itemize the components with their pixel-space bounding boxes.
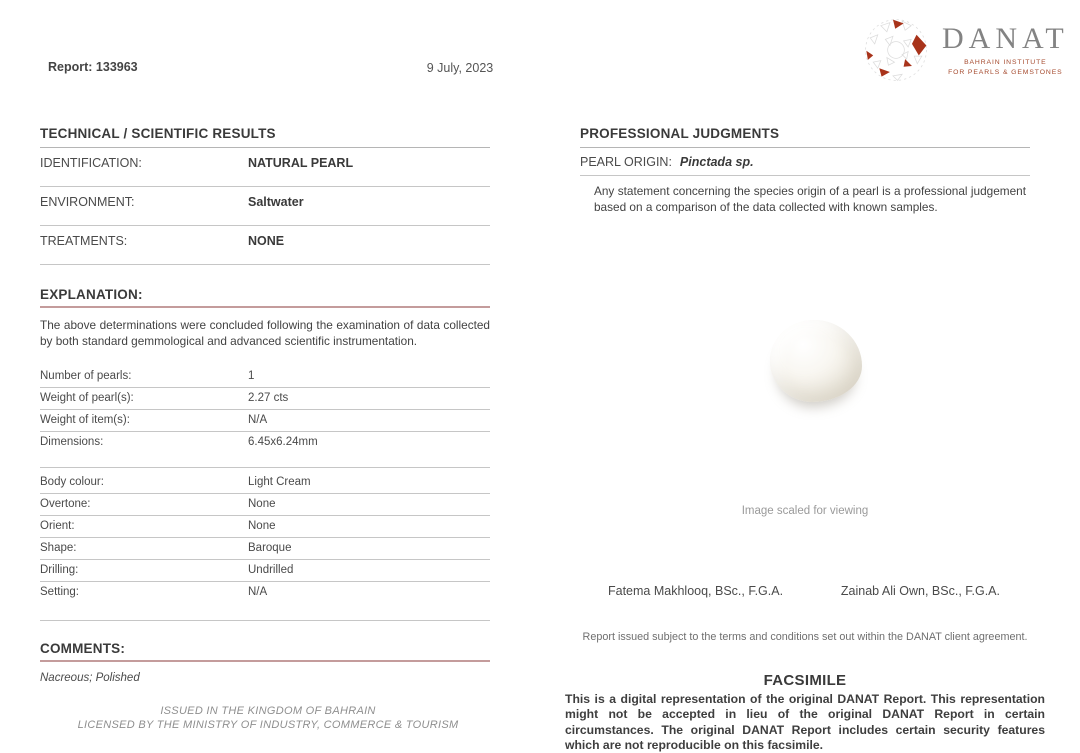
environment-label: ENVIRONMENT: bbox=[40, 195, 135, 209]
judgments-section bbox=[580, 126, 1030, 216]
body-colour-label: Body colour: bbox=[40, 475, 104, 488]
pearl-origin-note: Any statement concerning the species origin of a pearl is a professional judgement based on a comparison of the data collected with known samples. bbox=[594, 184, 1026, 214]
detail-row-overtone bbox=[40, 494, 490, 516]
technical-section bbox=[40, 126, 490, 684]
dimensions-value: 6.45x6.24mm bbox=[248, 435, 318, 448]
footer-line1: ISSUED IN THE KINGDOM OF BAHRAIN bbox=[160, 705, 376, 717]
signature-1: Fatema Makhlooq, BSc., F.G.A. bbox=[608, 584, 784, 598]
details-group-2 bbox=[40, 467, 490, 603]
drilling-value: Undrilled bbox=[248, 563, 294, 576]
weight-of-pearls-value: 2.27 cts bbox=[248, 391, 289, 404]
facsimile-text: This is a digital representation of the original DANAT Report. This representation might not be accepted in lieu of the original DANAT Report in certain circumstances. The original DANAT Report includes certain security features which are not reproducible on this facsimile. bbox=[565, 692, 1045, 752]
result-row-treatments bbox=[40, 226, 490, 265]
report-number: Report: 133963 bbox=[48, 60, 138, 74]
details-group-1 bbox=[40, 366, 490, 453]
danat-tagline-line2: FOR PEARLS & GEMSTONES bbox=[948, 69, 1063, 77]
detail-row-weight-of-items bbox=[40, 410, 490, 432]
explanation-text: The above determinations were concluded following the examination of data collected by both standard gemmological and advanced scientific instrumentation. bbox=[40, 318, 490, 348]
dimensions-label: Dimensions: bbox=[40, 435, 104, 448]
image-caption: Image scaled for viewing bbox=[741, 505, 869, 517]
section-divider bbox=[40, 620, 490, 621]
technical-title: TECHNICAL / SCIENTIFIC RESULTS bbox=[40, 126, 490, 148]
danat-tagline-line1: BAHRAIN INSTITUTE bbox=[964, 59, 1047, 66]
environment-value: Saltwater bbox=[248, 195, 304, 209]
pearl-origin-label: PEARL ORIGIN: bbox=[580, 155, 672, 169]
identification-value: NATURAL PEARL bbox=[248, 156, 354, 170]
detail-row-drilling bbox=[40, 560, 490, 582]
facsimile-title: FACSIMILE bbox=[763, 672, 847, 689]
page-footer bbox=[40, 705, 496, 733]
detail-row-shape bbox=[40, 538, 490, 560]
setting-label: Setting: bbox=[40, 585, 79, 598]
identification-label: IDENTIFICATION: bbox=[40, 156, 142, 170]
report-date: 9 July, 2023 bbox=[426, 61, 494, 75]
number-of-pearls-value: 1 bbox=[248, 369, 255, 382]
weight-of-items-value: N/A bbox=[248, 413, 268, 426]
detail-row-dimensions bbox=[40, 432, 490, 453]
danat-logo-emblem bbox=[858, 12, 934, 88]
weight-of-pearls-label: Weight of pearl(s): bbox=[40, 391, 134, 404]
detail-row-number-of-pearls bbox=[40, 366, 490, 388]
comments-title: COMMENTS: bbox=[40, 641, 490, 662]
danat-tagline bbox=[942, 58, 1069, 78]
pearl-photo bbox=[770, 320, 862, 402]
comments-section bbox=[40, 641, 490, 684]
orient-label: Orient: bbox=[40, 519, 75, 532]
explanation-section bbox=[40, 287, 490, 350]
danat-logo bbox=[858, 12, 1069, 88]
result-row-identification bbox=[40, 148, 490, 187]
overtone-label: Overtone: bbox=[40, 497, 91, 510]
treatments-value: NONE bbox=[248, 234, 285, 248]
pearl-origin-value: Pinctada sp. bbox=[679, 155, 754, 169]
number-of-pearls-label: Number of pearls: bbox=[40, 369, 132, 382]
detail-row-weight-of-pearls bbox=[40, 388, 490, 410]
danat-wordmark: DANAT bbox=[942, 22, 1069, 55]
signature-row bbox=[580, 584, 1030, 598]
explanation-title: EXPLANATION: bbox=[40, 287, 490, 308]
pearl-origin-row bbox=[580, 148, 1030, 176]
orient-value: None bbox=[248, 519, 276, 532]
danat-logo-text bbox=[942, 24, 1069, 78]
body-colour-value: Light Cream bbox=[248, 475, 311, 488]
drilling-label: Drilling: bbox=[40, 563, 79, 576]
shape-label: Shape: bbox=[40, 541, 77, 554]
overtone-value: None bbox=[248, 497, 276, 510]
setting-value: N/A bbox=[248, 585, 268, 598]
detail-row-body-colour bbox=[40, 472, 490, 494]
comments-text: Nacreous; Polished bbox=[40, 671, 140, 684]
weight-of-items-label: Weight of item(s): bbox=[40, 413, 130, 426]
footer-line2: LICENSED BY THE MINISTRY OF INDUSTRY, COMMERCE & TOURISM bbox=[77, 718, 459, 731]
signature-2: Zainab Ali Own, BSc., F.G.A. bbox=[840, 584, 1000, 598]
facsimile-section bbox=[565, 672, 1045, 753]
judgments-title: PROFESSIONAL JUDGMENTS bbox=[580, 126, 1030, 148]
detail-row-orient bbox=[40, 516, 490, 538]
detail-row-setting bbox=[40, 582, 490, 603]
shape-value: Baroque bbox=[248, 541, 292, 554]
treatments-label: TREATMENTS: bbox=[40, 234, 128, 248]
result-row-environment bbox=[40, 187, 490, 226]
terms-line: Report issued subject to the terms and conditions set out within the DANAT client agreement. bbox=[582, 631, 1028, 643]
